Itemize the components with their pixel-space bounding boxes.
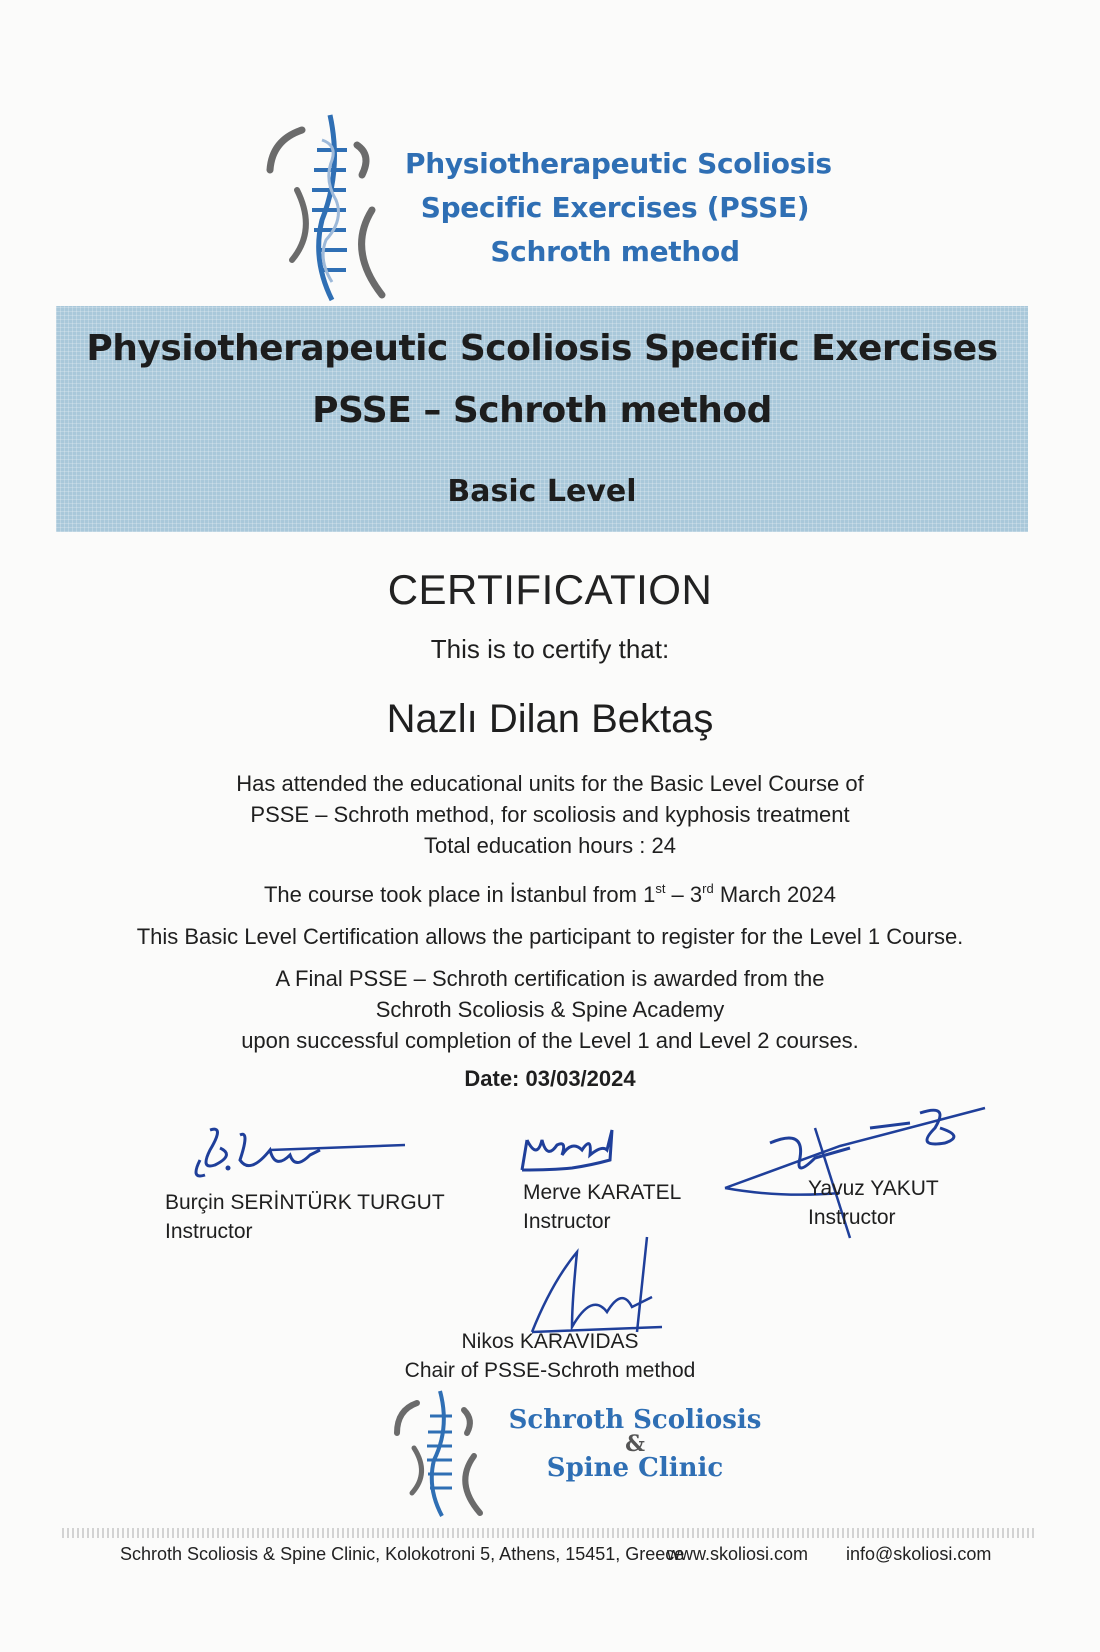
signer-role: Instructor xyxy=(808,1206,896,1229)
place-prefix: The course took place in İstanbul from 1 xyxy=(263,882,656,907)
banner-title-line1: Physiotherapeutic Scoliosis Specific Exercises xyxy=(86,328,998,369)
certify-text: This is to certify that: xyxy=(430,634,670,664)
clinic-line-1: Schroth Scoliosis xyxy=(508,1405,762,1435)
footer-address: Schroth Scoliosis & Spine Clinic, Kolokotroni 5, Athens, 15451, Greece xyxy=(120,1544,685,1564)
spine-logo-icon xyxy=(262,110,412,310)
signer-name: Yavuz YAKUT xyxy=(808,1177,939,1200)
top-logo-text xyxy=(405,142,832,274)
footer-divider xyxy=(62,1528,1037,1538)
signer-name: Burçin SERİNTÜRK TURGUT xyxy=(165,1191,445,1214)
footer-website-link[interactable]: www.skoliosi.com xyxy=(667,1544,809,1564)
clinic-spine-logo-icon xyxy=(392,1388,502,1518)
final-certification-paragraph xyxy=(0,963,1100,1056)
signature-block-turgut xyxy=(165,1188,445,1246)
course-place xyxy=(0,873,1100,910)
logo-line-3: Schroth method xyxy=(490,235,740,268)
final-line-2: Schroth Scoliosis & Spine Academy xyxy=(375,997,725,1022)
recipient-name: Nazlı Dilan Bektaş xyxy=(386,697,714,741)
final-line-1: A Final PSSE – Schroth certification is awarded from the xyxy=(275,966,825,991)
signature-karavidas-icon xyxy=(522,1232,672,1337)
banner-title-line2: PSSE – Schroth method xyxy=(312,390,772,431)
signature-block-karavidas xyxy=(0,1327,1100,1385)
footer-email-link[interactable]: info@skoliosi.com xyxy=(846,1544,992,1564)
banner-level: Basic Level xyxy=(447,474,637,509)
attended-line-1: Has attended the educational units for the Basic Level Course of xyxy=(236,771,864,796)
place-mid: – 3 xyxy=(665,882,703,907)
final-line-3: upon successful completion of the Level 1 and Level 2 courses. xyxy=(241,1028,859,1053)
signer-name: Merve KARATEL xyxy=(523,1181,682,1204)
place-sup-1: st xyxy=(655,881,666,896)
place-sup-2: rd xyxy=(702,881,714,896)
clinic-ampersand: & xyxy=(625,1431,645,1457)
education-hours: Total education hours : 24 xyxy=(424,833,676,858)
signer-role: Instructor xyxy=(523,1210,611,1233)
signer-name: Nikos KARAVIDAS xyxy=(461,1330,639,1353)
signer-role: Instructor xyxy=(165,1220,253,1243)
place-suffix: March 2024 xyxy=(713,882,836,907)
signature-turgut-icon xyxy=(180,1120,410,1190)
course-banner xyxy=(56,306,1028,532)
attended-line-2: PSSE – Schroth method, for scoliosis and kyphosis treatment xyxy=(250,802,850,827)
logo-line-1: Physiotherapeutic Scoliosis xyxy=(405,147,832,180)
signature-block-yakut xyxy=(808,1174,939,1232)
signature-block-karatel xyxy=(523,1178,681,1236)
clinic-logo-text xyxy=(500,1405,770,1483)
certificate-date: Date: 03/03/2024 xyxy=(464,1066,636,1091)
clinic-line-2: Spine Clinic xyxy=(546,1453,724,1483)
signature-karatel-icon xyxy=(512,1120,632,1180)
signer-role: Chair of PSSE-Schroth method xyxy=(404,1359,696,1382)
certification-title: CERTIFICATION xyxy=(387,566,713,613)
logo-line-2: Specific Exercises (PSSE) xyxy=(420,191,810,224)
attendance-paragraph xyxy=(0,768,1100,861)
allows-text: This Basic Level Certification allows the participant to register for the Level 1 Course. xyxy=(136,924,964,949)
